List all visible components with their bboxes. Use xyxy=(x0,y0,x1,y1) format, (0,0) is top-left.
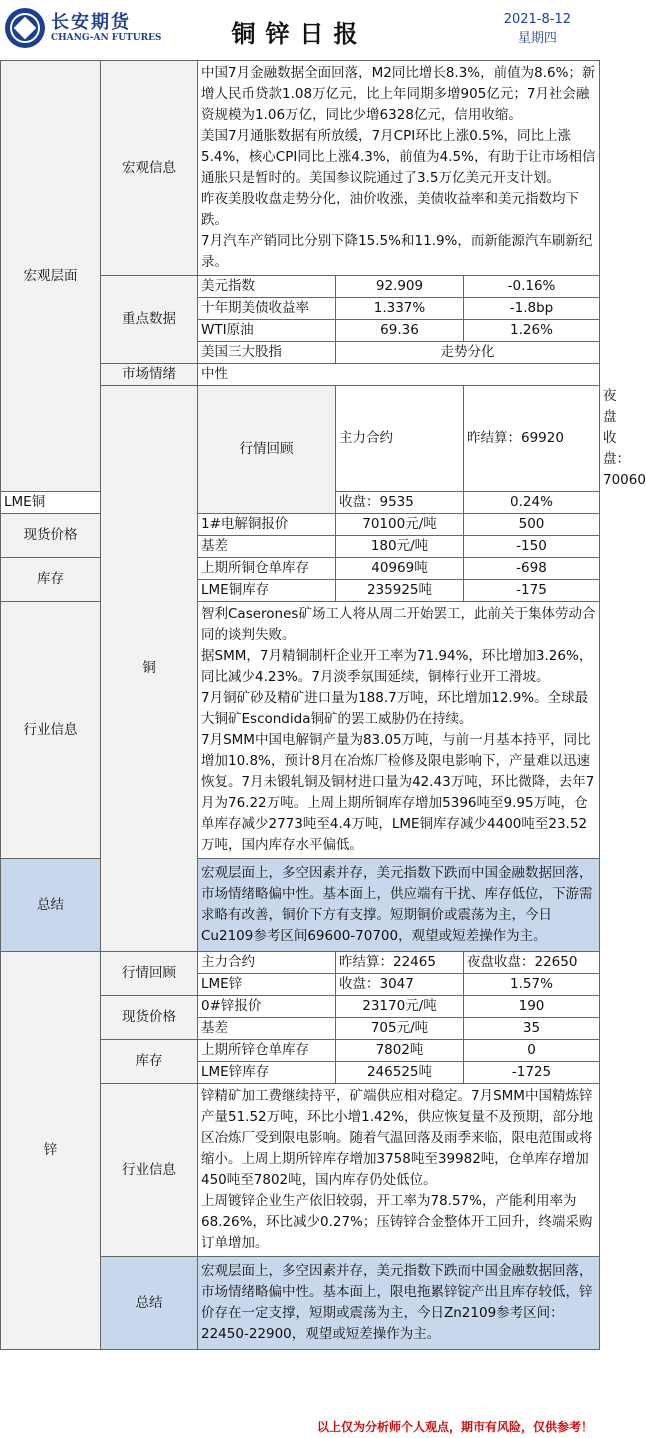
logo-chinese-name: 长安期货 xyxy=(51,12,131,33)
copper-spot-name: 1#电解铜报价 xyxy=(198,514,336,536)
copper-industry-paragraph: 7月SMM中国电解铜产量为83.05万吨，与前一月基本持平，同比增加10.8%，预计8月在冶炼厂检修及限电影响下，产量难以迅速恢复。7月未锻轧铜及铜材进口量为42.43万吨，环比微降，去年7月为76.22万吨。上周上期所铜库存增加5396吨至9.95万吨，仓单库存减少2773吨至4.4万吨，LME铜库存减少4400吨至23.52万吨，国内库存水平偏低。 xyxy=(201,732,595,853)
zinc-basis-value: 705元/吨 xyxy=(336,1018,464,1040)
zinc-industry-paragraph: 上周镀锌企业生产依旧较弱，开工率为78.57%，产能利用率为68.26%，环比减少0.27%；压铸锌合金整体开工回升，终端采购订单增加。 xyxy=(201,1193,593,1251)
weekday-value: 星期四 xyxy=(517,31,557,46)
copper-basis-change: -150 xyxy=(464,536,600,558)
copper-lme-stock-change: -175 xyxy=(464,580,600,602)
macro-info-paragraph: 7月汽车产销同比分别下降15.5%和11.9%，而新能源汽车刷新纪录。 xyxy=(201,233,593,270)
key-data-name: 十年期美债收益率 xyxy=(198,298,336,320)
copper-review-label: 行情回顾 xyxy=(198,386,336,514)
zinc-lme-close: 收盘：3047 xyxy=(336,974,464,996)
copper-stock-label: 库存 xyxy=(1,558,101,602)
us-stocks-name: 美国三大股指 xyxy=(198,342,336,364)
zinc-section-label: 锌 xyxy=(1,952,101,1350)
copper-spot-label: 现货价格 xyxy=(1,514,101,558)
copper-industry-paragraph: 据SMM，7月精铜制杆企业开工率为71.94%，环比增加3.26%，同比减少4.23%。7月淡季氛围延续，铜棒行业开工滑坡。 xyxy=(201,648,593,685)
date-value: 2021-8-12 xyxy=(503,12,571,27)
zinc-basis-change: 35 xyxy=(464,1018,600,1040)
key-data-change: -0.16% xyxy=(464,276,600,298)
macro-section-label: 宏观层面 xyxy=(1,61,101,492)
report-table: 宏观层面 宏观信息 中国7月金融数据全面回落，M2同比增长8.3%，前值为8.6%；新增人民币贷款1.08万亿元，比上年同期多增905亿元；7月社会融资规模为1.06万亿，同比少增6328亿元，信用收缩。 美国7月通胀数据有所放缓，7月CPI环比上涨0.5%，同比上涨5.4%，核心CPI同比上涨4.3%，前值为4.5%，有助于让市场相信通胀只是暂时的。美国参议院通过了3.5万亿美元开支计划。 昨夜美股收盘走势分化，油价收涨，美债收益率和美元指数均下跌。 7月汽车产销同比分别下降15.5%和11.9%，而新能源汽车刷新纪录。 重点数据 美元指数 92.909 -0.16% 十年期美债收益率 1.337% -1.8bp WTI原油 69.36 1.26% 美国三大股指 走势分化 市场情绪 中性 铜 行情回顾 主力合约 昨结算：69920 夜盘收盘：70060 LME铜 收盘：9535 0.24% 现货价格 1#电解铜报价 70100元/吨 500 基差 180元/吨 -150 库存 上期所铜仓单库存 40969吨 -698 LME铜库存 235925吨 -175 行业信息 智利Caserones矿场工人将从周二开始罢工，此前关于集体劳动合同的谈判失败。 据SMM，7月精铜制杆企业开工率为71.94%，环比增加3.26%，同比减少4.23%。7月淡季氛围延续，铜棒行业开工滑坡。 7月铜矿砂及精矿进口量为188.7万吨，环比增加12.9%。全球最大铜矿Escondida铜矿的罢工威胁仍在持续。 7月SMM中国电解铜产量为83.05万吨，与前一月基本持平，同比增加10.8%，预计8月在冶炼厂检修及限电影响下，产量难以迅速恢复。7月未锻轧铜及铜材进口量为42.43万吨，环比微降，去年7月为76.22万吨。上周上期所铜库存增加5396吨至9.95万吨，仓单库存减少2773吨至4.4万吨，LME铜库存减少4400吨至23.52万吨，国内库存水平偏低。 总结 宏观层面上，多空因素并存，美元指数下跌而中国金融数据回落，市场情绪略偏中性。基本面上，供应端有干扰、库存低位，下游需求略有改善，铜价下方有支撑。短期铜价或震荡为主，今日Cu2109参考区间69600-70700，观望或短差操作为主。 锌 行情回顾 主力合约 昨结算：22465 夜盘收盘：22650 LME锌 收盘：3047 1.57% 现货价格 0#锌报价 23170元/吨 190 基差 705元/吨 35 库存 上期所锌仓单库存 7802吨 0 LME锌库存 246525吨 -1725 行业信息 锌精矿加工费继续持平，矿端供应相对稳定。7月SMM中国精炼锌产量51.52万吨，环比小增1.42%，供应恢复量不及预期，部分地区冶炼厂受到限电影响。随着气温回落及雨季来临，限电范围或将缩小。上周上期所锌库存增加3758吨至39982吨，仓单库存增加450吨至7802吨，国内库存仍处低位。 上周镀锌企业生产依旧较弱，开工率为78.57%，产能利用率为68.26%，环比减少0.27%；压铸锌合金整体开工回升，终端采购订单增加。 总结 宏观层面上，多空因素并存，美元指数下跌而中国金融数据回落，市场情绪略偏中性。基本面上，限电拖累锌锭产出且库存较低，锌价存在一定支撑，短期或震荡为主，今日Zn2109参考区间：22450-22900，观望或短差操作为主。 xyxy=(0,60,600,1350)
copper-industry-paragraph: 7月铜矿砂及精矿进口量为188.7万吨，环比增加12.9%。全球最大铜矿Escondida铜矿的罢工威胁仍在持续。 xyxy=(201,690,589,727)
macro-info-paragraph: 昨夜美股收盘走势分化，油价收涨，美债收益率和美元指数均下跌。 xyxy=(201,191,579,228)
key-data-value: 69.36 xyxy=(336,320,464,342)
risk-disclaimer xyxy=(0,1417,599,1438)
copper-shfe-stock-value: 40969吨 xyxy=(336,558,464,580)
copper-shfe-stock-name: 上期所铜仓单库存 xyxy=(198,558,336,580)
copper-lme-close: 收盘：9535 xyxy=(336,492,464,514)
us-stocks-value: 走势分化 xyxy=(336,342,600,364)
report-header xyxy=(0,0,599,61)
copper-spot-price: 70100元/吨 xyxy=(336,514,464,536)
report-title: 铜锌日报 xyxy=(231,20,368,48)
zinc-summary-text: 宏观层面上，多空因素并存，美元指数下跌而中国金融数据回落，市场情绪略偏中性。基本面上，限电拖累锌锭产出且库存较低，锌价存在一定支撑，短期或震荡为主，今日Zn2109参考区间：22450-22900，观望或短差操作为主。 xyxy=(198,1257,600,1350)
zinc-basis-name: 基差 xyxy=(198,1018,336,1040)
copper-basis-name: 基差 xyxy=(198,536,336,558)
zinc-shfe-stock-change: 0 xyxy=(464,1040,600,1062)
report-date xyxy=(504,10,571,48)
zinc-spot-name: 0#锌报价 xyxy=(198,996,336,1018)
zinc-lme-stock-name: LME锌库存 xyxy=(198,1062,336,1084)
copper-lme-stock-name: LME铜库存 xyxy=(198,580,336,602)
zinc-summary-label: 总结 xyxy=(101,1257,198,1350)
zinc-review-label: 行情回顾 xyxy=(101,952,198,996)
copper-lme-name: LME铜 xyxy=(1,492,101,514)
copper-spot-change: 500 xyxy=(464,514,600,536)
zinc-spot-price: 23170元/吨 xyxy=(336,996,464,1018)
copper-lme-change: 0.24% xyxy=(464,492,600,514)
key-data-value: 1.337% xyxy=(336,298,464,320)
copper-prev-settle: 昨结算：69920 xyxy=(464,386,600,492)
zinc-shfe-stock-value: 7802吨 xyxy=(336,1040,464,1062)
key-data-name: WTI原油 xyxy=(198,320,336,342)
zinc-lme-stock-change: -1725 xyxy=(464,1062,600,1084)
macro-info-paragraph: 美国7月通胀数据有所放缓，7月CPI环比上涨0.5%，同比上涨5.4%，核心CPI同比上涨4.3%，前值为4.5%，有助于让市场相信通胀只是暂时的。美国参议院通过了3.5万亿美元开支计划。 xyxy=(201,128,596,186)
risk-disclaimer-text: 以上仅为分析师个人观点，期市有风险，仅供参考！ xyxy=(316,1420,593,1434)
copper-industry-text xyxy=(198,602,600,859)
zinc-main-contract: 主力合约 xyxy=(198,952,336,974)
copper-basis-value: 180元/吨 xyxy=(336,536,464,558)
copper-summary-label: 总结 xyxy=(1,859,101,952)
macro-key-data-label: 重点数据 xyxy=(101,276,198,364)
zinc-lme-name: LME锌 xyxy=(198,974,336,996)
macro-info-text xyxy=(198,61,600,276)
copper-section-label: 铜 xyxy=(101,386,198,952)
zinc-shfe-stock-name: 上期所锌仓单库存 xyxy=(198,1040,336,1062)
copper-industry-paragraph: 智利Caserones矿场工人将从周二开始罢工，此前关于集体劳动合同的谈判失败。 xyxy=(201,606,596,643)
copper-industry-label: 行业信息 xyxy=(1,602,101,859)
zinc-night-close: 夜盘收盘：22650 xyxy=(464,952,600,974)
zinc-industry-text xyxy=(198,1084,600,1257)
logo-english-name: CHANG-AN FUTURES xyxy=(51,33,162,43)
macro-info-paragraph: 中国7月金融数据全面回落，M2同比增长8.3%，前值为8.6%；新增人民币贷款1.08万亿元，比上年同期多增905亿元；7月社会融资规模为1.06万亿，同比少增6328亿元，信用收缩。 xyxy=(201,65,596,123)
key-data-value: 92.909 xyxy=(336,276,464,298)
copper-summary-text: 宏观层面上，多空因素并存，美元指数下跌而中国金融数据回落，市场情绪略偏中性。基本面上，供应端有干扰、库存低位，下游需求略有改善，铜价下方有支撑。短期铜价或震荡为主，今日Cu2109参考区间69600-70700，观望或短差操作为主。 xyxy=(198,859,600,952)
zinc-industry-paragraph: 锌精矿加工费继续持平，矿端供应相对稳定。7月SMM中国精炼锌产量51.52万吨，环比小增1.42%，供应恢复量不及预期，部分地区冶炼厂受到限电影响。随着气温回落及雨季来临，限电范围或将缩小。上周上期所锌库存增加3758吨至39982吨，仓单库存增加450吨至7802吨，国内库存仍处低位。 xyxy=(201,1088,594,1188)
market-sentiment-value: 中性 xyxy=(198,364,600,386)
copper-lme-stock-value: 235925吨 xyxy=(336,580,464,602)
key-data-change: 1.26% xyxy=(464,320,600,342)
zinc-spot-label: 现货价格 xyxy=(101,996,198,1040)
zinc-prev-settle: 昨结算：22465 xyxy=(336,952,464,974)
zinc-lme-stock-value: 246525吨 xyxy=(336,1062,464,1084)
zinc-spot-change: 190 xyxy=(464,996,600,1018)
copper-main-contract: 主力合约 xyxy=(336,386,464,492)
zinc-industry-label: 行业信息 xyxy=(101,1084,198,1257)
key-data-change: -1.8bp xyxy=(464,298,600,320)
macro-info-label: 宏观信息 xyxy=(101,61,198,276)
key-data-name: 美元指数 xyxy=(198,276,336,298)
market-sentiment-label: 市场情绪 xyxy=(101,364,198,386)
copper-shfe-stock-change: -698 xyxy=(464,558,600,580)
zinc-lme-change: 1.57% xyxy=(464,974,600,996)
zinc-stock-label: 库存 xyxy=(101,1040,198,1084)
